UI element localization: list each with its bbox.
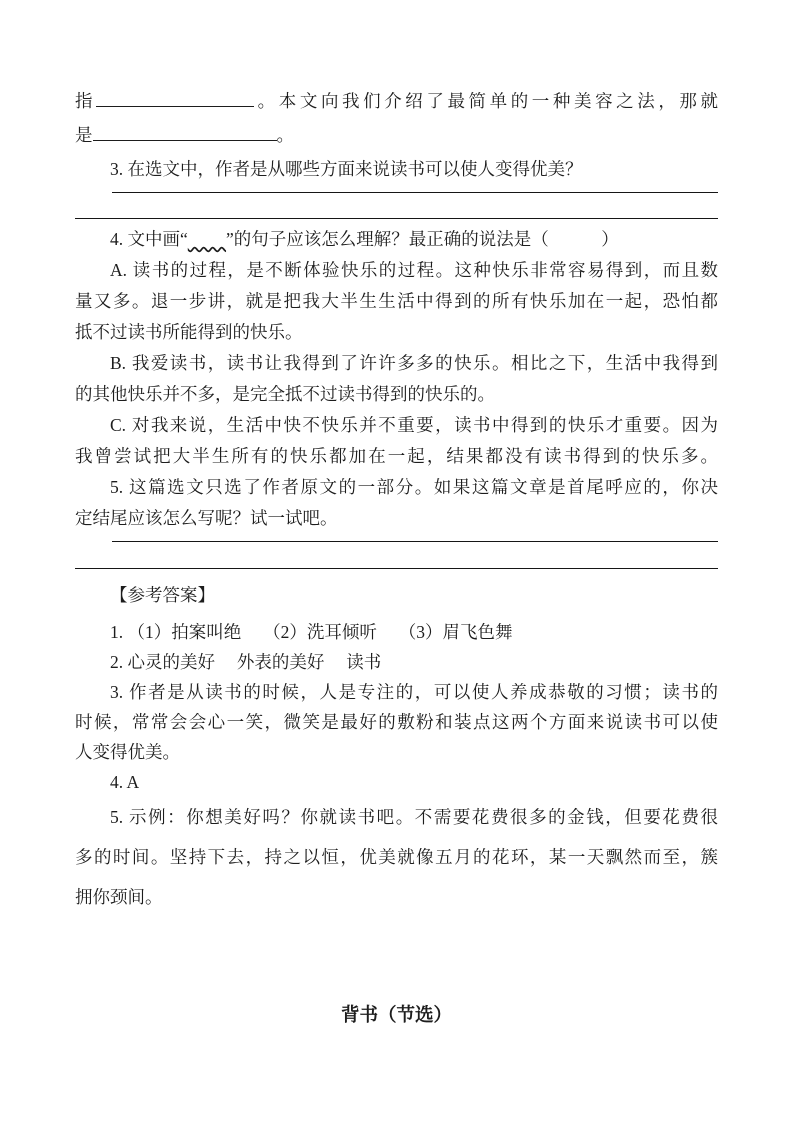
option-b-line: B. 我爱读书，读书让我得到了许许多多的快乐。相比之下，生活中我得到 <box>110 353 718 373</box>
answer-3-line: 时候，常常会会心一笑，微笑是最好的敷粉和装点这两个方面来说读书可以使 <box>75 712 718 732</box>
answer-5-line: 5. 示例：你想美好吗？你就读书吧。不需要花费很多的金钱，但要花费很 <box>110 807 718 827</box>
next-section-title: 背书（节选） <box>340 1004 452 1025</box>
answer-line <box>112 541 718 542</box>
option-b-line: 的其他快乐并不多，是完全抵不过读书得到的快乐的。 <box>75 384 495 404</box>
reference-answers-header: 【参考答案】 <box>110 585 215 605</box>
answer-line <box>75 568 718 569</box>
wavy-underline-blank <box>188 224 226 255</box>
answer-line <box>75 218 718 219</box>
q4-pre-text: 4. 文中画“ <box>110 229 188 249</box>
option-c-line: 我曾尝试把大半生所有的快乐都加在一起，结果都没有读书得到的快乐多。 <box>75 446 718 466</box>
q2-lead-text-2: 是 <box>75 125 93 145</box>
answer-line <box>112 192 718 193</box>
q2-continuation-line-1 <box>75 84 718 118</box>
q2-tail-text: 。本文向我们介绍了最简单的一种美容之法，那就 <box>254 91 719 111</box>
option-c-line: C. 对我来说，生活中快不快乐并不重要，读书中得到的快乐才重要。因为 <box>110 415 718 435</box>
fill-in-blank <box>96 90 254 107</box>
answer-2-text: 2. 心灵的美好 外表的美好 读书 <box>110 652 382 672</box>
fill-in-blank <box>93 124 277 141</box>
question-5-line: 定结尾应该怎么写呢？试一试吧。 <box>75 508 338 528</box>
option-a-line: A. 读书的过程，是不断体验快乐的过程。这种快乐非常容易得到，而且数 <box>110 260 718 280</box>
answer-5-line: 多的时间。坚持下去，持之以恒，优美就像五月的花环，某一天飘然而至，簇 <box>75 847 718 867</box>
answer-3-line: 3. 作者是从读书的时候，人是专注的，可以使人养成恭敬的习惯；读书的 <box>110 682 718 702</box>
question-4-text <box>75 224 718 255</box>
q4-post-text: ”的句子应该怎么理解？最正确的说法是（ ） <box>226 229 619 249</box>
question-5-line: 5. 这篇选文只选了作者原文的一部分。如果这篇文章是首尾呼应的，你决 <box>110 477 718 497</box>
option-a-line: 量又多。退一步讲，就是把我大半生生活中得到的所有快乐加在一起，恐怕都 <box>75 291 718 311</box>
answer-5-line: 拥你颈间。 <box>75 887 163 907</box>
answer-4-text: 4. A <box>110 772 140 792</box>
question-3-text: 3. 在选文中，作者是从哪些方面来说读书可以使人变得优美？ <box>110 159 583 179</box>
q2-period: 。 <box>276 125 294 145</box>
answer-3-line: 人变得优美。 <box>75 742 180 762</box>
q2-continuation-line-2 <box>75 118 718 152</box>
q2-lead-text: 指 <box>75 91 97 111</box>
answer-1-text: 1. （1）拍案叫绝 （2）洗耳倾听 （3）眉飞色舞 <box>110 622 513 642</box>
option-a-line: 抵不过读书所能得到的快乐。 <box>75 322 303 342</box>
